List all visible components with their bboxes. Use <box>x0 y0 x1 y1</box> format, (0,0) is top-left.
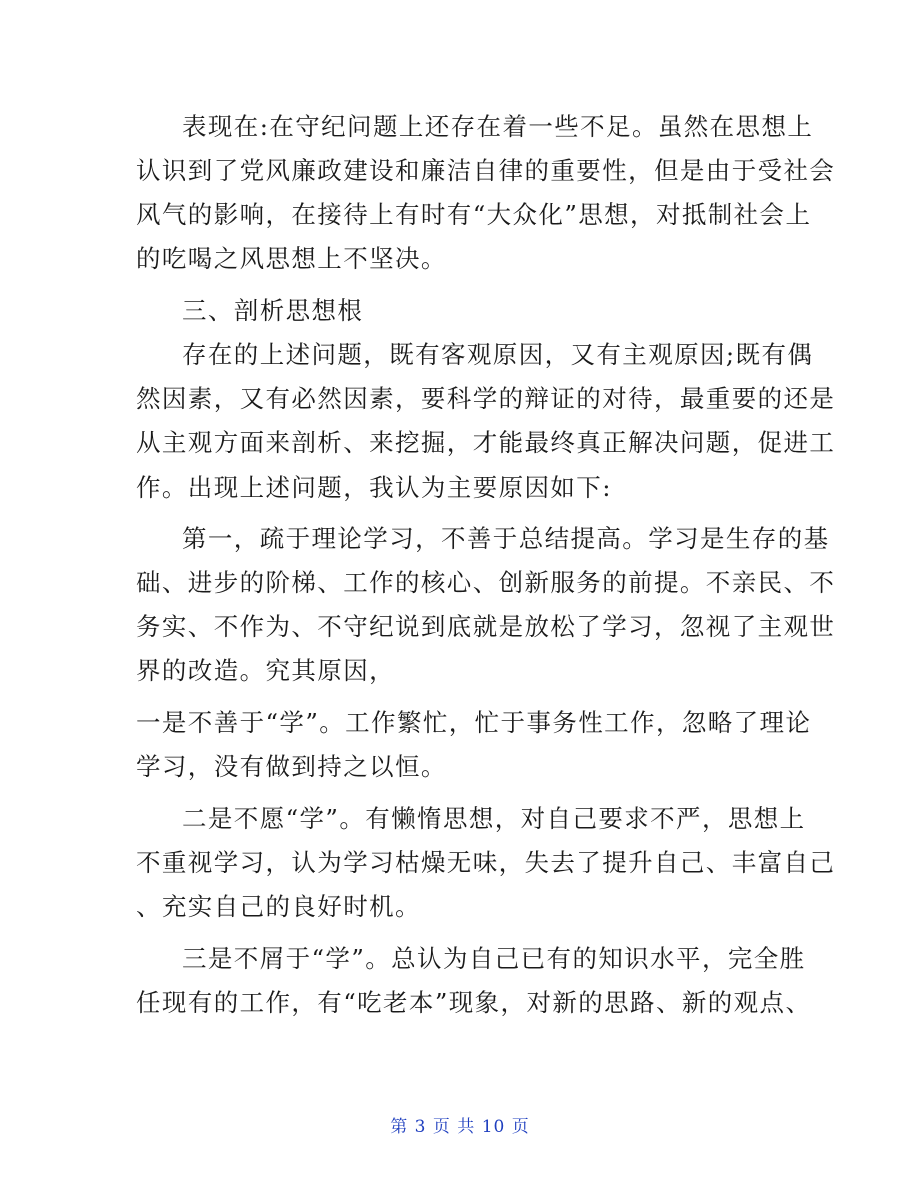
text-line: 不重视学习，认为学习枯燥无味，失去了提升自己、丰富自己 <box>136 848 836 877</box>
text-line: 、充实自己的良好时机。 <box>136 892 421 921</box>
text-line: 任现有的工作，有“吃老本”现象，对新的思路、新的观点、 <box>136 988 812 1017</box>
text-line: 三是不屑于“学”。总认为自己已有的知识水平，完全胜 <box>182 944 806 973</box>
section-heading: 三、剖析思想根 <box>182 296 364 325</box>
text-line: 风气的影响，在接待上有时有“大众化”思想，对抵制社会上 <box>136 200 812 229</box>
text-line: 存在的上述问题，既有客观原因，又有主观原因;既有偶 <box>182 340 814 369</box>
text-line: 认识到了党风廉政建设和廉洁自律的重要性，但是由于受社会 <box>136 156 836 185</box>
text-line: 二是不愿“学”。有懒惰思想，对自己要求不严，思想上 <box>182 804 806 833</box>
text-line: 一是不善于“学”。工作繁忙，忙于事务性工作，忽略了理论 <box>136 708 812 737</box>
text-line: 学习，没有做到持之以恒。 <box>136 752 447 781</box>
text-line: 务实、不作为、不守纪说到底就是放松了学习，忽视了主观世 <box>136 612 836 641</box>
text-line: 第一，疏于理论学习，不善于总结提高。学习是生存的基 <box>182 524 830 553</box>
page-number-footer: 第 3 页 共 10 页 <box>390 1117 530 1137</box>
text-line: 作。出现上述问题，我认为主要原因如下: <box>136 473 612 502</box>
text-line: 表现在:在守纪问题上还存在着一些不足。虽然在思想上 <box>182 112 814 141</box>
text-line: 界的改造。究其原因， <box>136 656 395 685</box>
text-line: 的吃喝之风思想上不坚决。 <box>136 244 447 273</box>
text-line: 础、进步的阶梯、工作的核心、创新服务的前提。不亲民、不 <box>136 568 836 597</box>
text-line: 从主观方面来剖析、来挖掘，才能最终真正解决问题，促进工 <box>136 428 836 457</box>
text-line: 然因素，又有必然因素，要科学的辩证的对待，最重要的还是 <box>136 384 836 413</box>
